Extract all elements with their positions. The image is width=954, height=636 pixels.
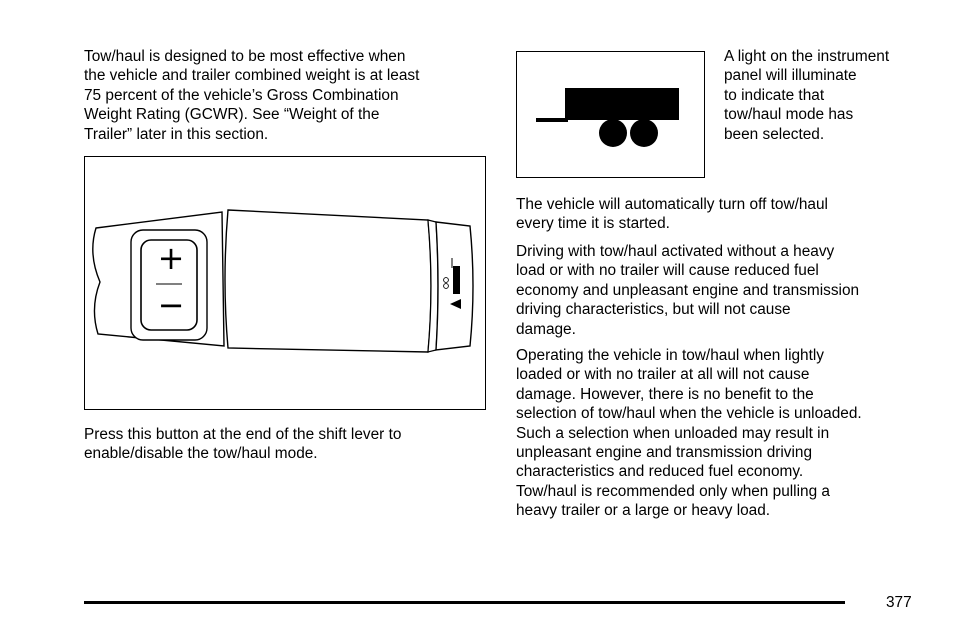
- tow-haul-light-icon: [516, 51, 705, 178]
- text-line: to indicate that: [724, 86, 825, 104]
- text-line: damage.: [516, 320, 576, 338]
- lightly-loaded-paragraph: [516, 346, 862, 521]
- page-number: 377: [886, 594, 912, 611]
- trailer-indicator-figure: [516, 51, 705, 178]
- text-line: loaded or with no trailer at all will not cause: [516, 366, 810, 384]
- lever-body: [225, 210, 431, 352]
- no-load-paragraph: [516, 242, 859, 339]
- text-line: every time it is started.: [516, 215, 670, 233]
- text-line: Tow/haul is recommended only when pulling a: [516, 482, 830, 500]
- text-line: Operating the vehicle in tow/haul when lightly: [516, 347, 824, 364]
- text-line: damage. However, there is no benefit to the: [516, 385, 814, 403]
- text-line: Such a selection when unloaded may result in: [516, 424, 830, 442]
- trailer-hitch: [536, 118, 568, 122]
- text-line: driving characteristics, but will not cause: [516, 301, 791, 319]
- shift-lever-figure: [84, 156, 486, 410]
- text-line: unpleasant engine and transmission driving: [516, 444, 813, 462]
- text-line: Tow/haul is designed to be most effective when: [84, 48, 406, 65]
- trailer-wheel: [630, 119, 658, 147]
- auto-off-paragraph: [516, 195, 828, 234]
- text-line: The vehicle will automatically turn off tow/haul: [516, 196, 828, 213]
- text-line: Weight Rating (GCWR). See “Weight of the: [84, 106, 380, 124]
- text-line: heavy trailer or a large or heavy load.: [516, 502, 771, 520]
- minus-icon: −: [157, 285, 184, 324]
- intro-paragraph: [84, 47, 419, 144]
- text-line: the vehicle and trailer combined weight is at least: [84, 67, 420, 85]
- text-line: load or with no trailer will cause reduced fuel: [516, 262, 819, 280]
- text-line: enable/disable the tow/haul mode.: [84, 445, 318, 463]
- text-line: Driving with tow/haul activated without a heavy: [516, 243, 835, 260]
- footer-rule: [84, 601, 845, 604]
- plus-icon: +: [157, 238, 184, 277]
- text-line: characteristics and reduced fuel economy.: [516, 463, 804, 481]
- gear-indicator-bar: [453, 266, 460, 294]
- indicator-paragraph: [724, 47, 889, 144]
- trailer-wheel: [599, 119, 627, 147]
- text-line: 75 percent of the vehicle’s Gross Combination: [84, 86, 399, 104]
- text-line: been selected.: [724, 125, 825, 143]
- shift-lever-illustration: [84, 156, 486, 410]
- text-line: selection of tow/haul when the vehicle is unloaded.: [516, 405, 862, 423]
- text-line: Press this button at the end of the shift lever to: [84, 426, 402, 443]
- figure-caption: [84, 425, 401, 464]
- text-line: panel will illuminate: [724, 67, 857, 85]
- text-line: A light on the instrument: [724, 48, 890, 65]
- text-line: economy and unpleasant engine and transmission: [516, 281, 860, 299]
- text-line: tow/haul mode has: [724, 106, 854, 124]
- text-line: Trailer” later in this section.: [84, 125, 269, 143]
- trailer-body: [565, 88, 679, 120]
